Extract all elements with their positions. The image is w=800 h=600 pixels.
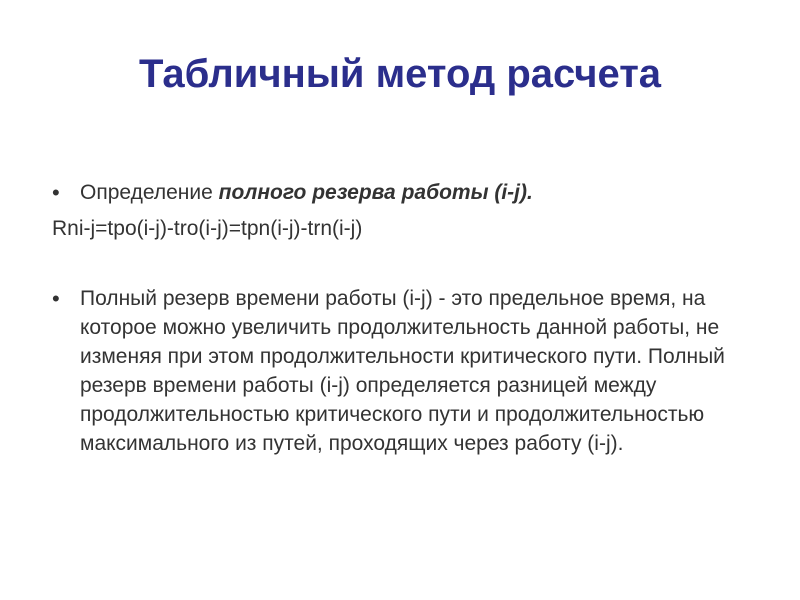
definition-text <box>80 178 533 207</box>
explanation-bullet <box>52 284 760 458</box>
definition-bullet <box>52 178 533 207</box>
definition-prefix: Определение <box>80 181 219 204</box>
bullet-dot-icon: • <box>52 286 60 311</box>
slide-title: Табличный метод расчета <box>138 52 662 96</box>
formula-line: Rni-j=tpo(i-j)-tro(i-j)=tpn(i-j)-trn(i-j) <box>52 217 363 240</box>
explanation-paragraph: Полный резерв времени работы (i-j) - это предельное время, на которое можно увеличить продолжительность данной работы, не изменяя при этом продолжительности критического пути. Полный резерв времени работы (i-j) определяется разницей между продолжительностью критического пути и продолжительностью максимального из путей, проходящих через работу (i-j). <box>80 287 725 455</box>
definition-emphasis: полного резерва работы (i-j). <box>218 181 533 204</box>
bullet-dot-icon: • <box>52 180 60 205</box>
